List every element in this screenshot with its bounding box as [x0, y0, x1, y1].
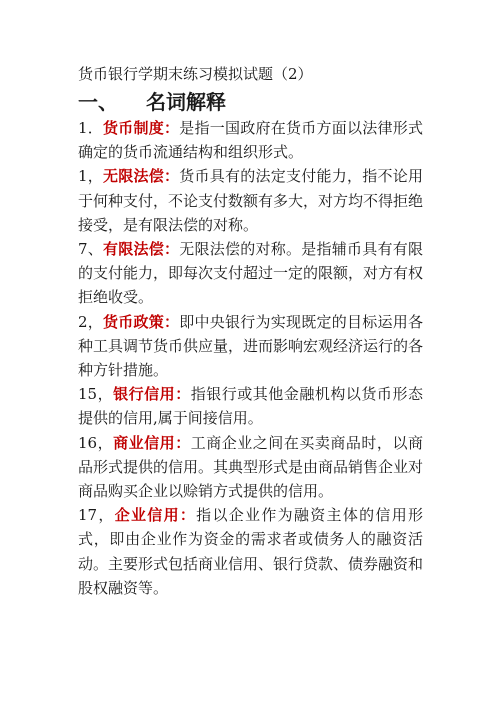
entry-term: 货币制度：	[103, 119, 180, 137]
entry-term: 有限法偿：	[103, 240, 180, 259]
entry-definition: 工商企业之间在买卖商品时，以商品形式提供的信用。其典型形式是由商品销售企业对商品购买企业以赊销方式提供的信用。	[78, 433, 424, 501]
definition-entry	[78, 116, 423, 164]
entry-term: 银行信用：	[113, 385, 191, 404]
entry-definition: 指以企业作为融资主体的信用形式，即由企业作为资金的需求者或债务人的融资活动。主要形式包括商业信用、银行贷款、债券融资和股权融资等。	[78, 506, 424, 597]
entry-number: 1．	[78, 119, 104, 137]
section-number: 一、	[78, 90, 118, 114]
entry-number: 15，	[78, 385, 114, 404]
entry-term: 货币政策：	[103, 312, 180, 331]
entry-definition: 是指一国政府在货币方面以法律形式确定的货币流通结构和组织形式。	[78, 119, 423, 162]
entry-term: 企业信用：	[114, 506, 197, 525]
entry-definition: 指银行或其他金融机构以货币形态提供的信用,属于间接信用。	[78, 385, 423, 428]
entry-term: 商业信用：	[113, 433, 191, 452]
definition-entry	[78, 503, 423, 600]
section-heading	[78, 89, 226, 115]
entry-definition: 货币具有的法定支付能力，指不论用于何种支付，不论支付数额有多大，对方均不得拒绝接受，是有限法偿的对称。	[78, 167, 424, 234]
definition-list	[78, 116, 423, 600]
entry-definition: 无限法偿的对称。是指辅币具有有限的支付能力，即每次支付超过一定的限额，对方有权拒绝收受。	[78, 240, 424, 307]
section-title: 名词解释	[146, 90, 226, 114]
definition-entry	[78, 310, 423, 383]
entry-number: 16，	[78, 433, 114, 452]
entry-definition: 即中央银行为实现既定的目标运用各种工具调节货币供应量，进而影响宏观经济运行的各种方针措施。	[78, 312, 424, 380]
entry-number: 17，	[78, 506, 115, 525]
definition-entry	[78, 382, 423, 430]
definition-entry	[78, 164, 423, 237]
document-title: 货币银行学期末练习模拟试题（2）	[78, 65, 313, 83]
entry-number: 2，	[78, 312, 104, 331]
entry-number: 1，	[78, 167, 104, 186]
definition-entry	[78, 431, 423, 504]
definition-entry	[78, 237, 423, 310]
entry-term: 无限法偿：	[103, 167, 180, 186]
entry-number: 7、	[78, 240, 104, 259]
